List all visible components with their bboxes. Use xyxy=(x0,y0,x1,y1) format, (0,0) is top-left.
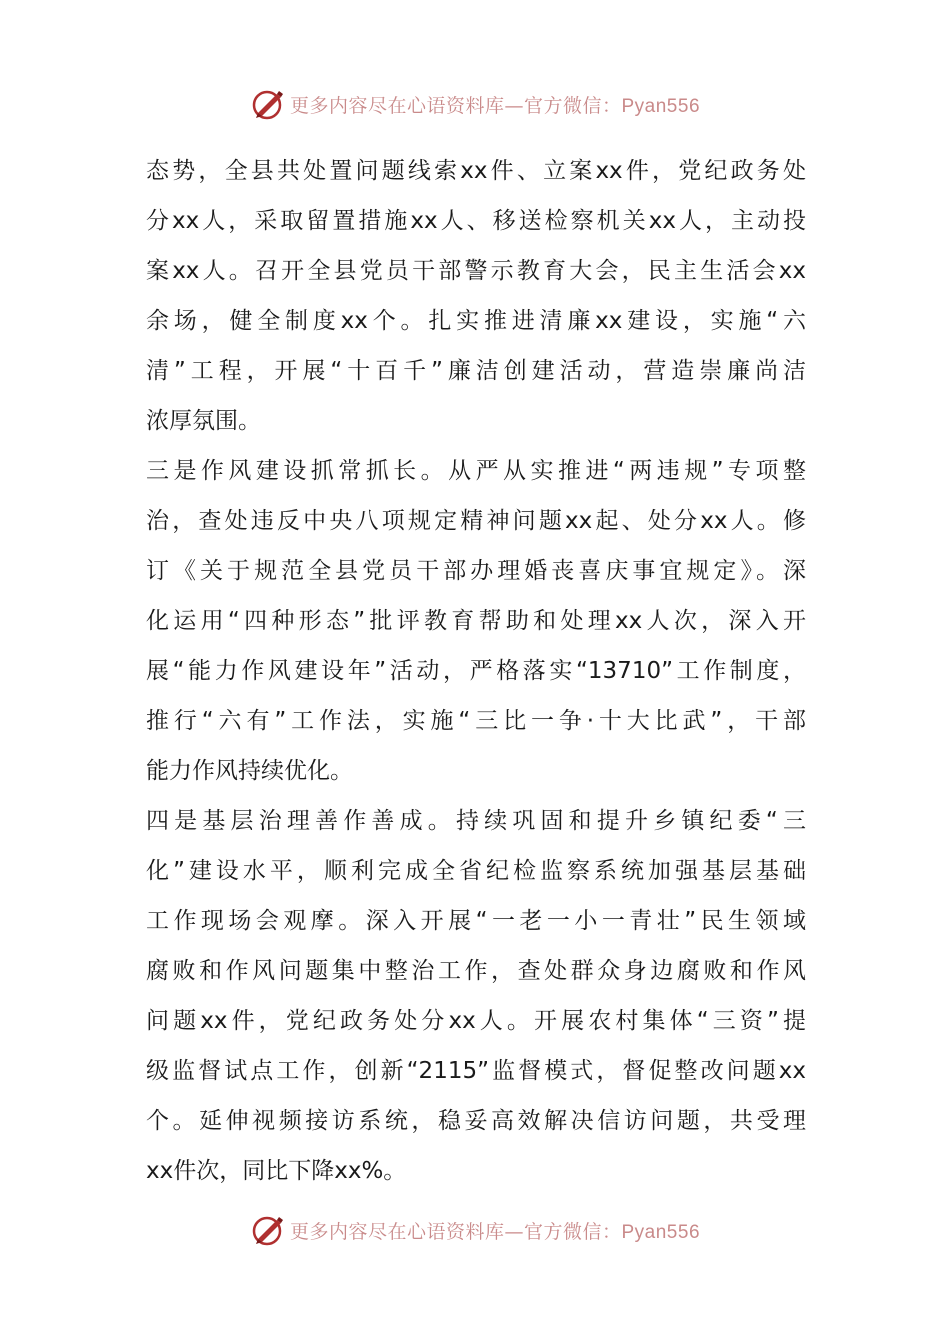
text-line: 工作现场会观摩。深入开展“一老一小一青壮”民生领域 xyxy=(146,908,806,934)
text-line: 余场，健全制度xx个。扎实推进清廉xx建设，实施“六 xyxy=(146,308,806,334)
text-line: 推行“六有”工作法，实施“三比一争·十大比武”，干部 xyxy=(146,708,806,734)
text-line: 案xx人。召开全县党员干部警示教育大会，民主生活会xx xyxy=(146,258,806,284)
text-line: 能力作风持续优化。 xyxy=(146,758,353,784)
text-line: 浓厚氛围。 xyxy=(146,408,261,434)
text-line: 分xx人，采取留置措施xx人、移送检察机关xx人，主动投 xyxy=(146,208,806,234)
text-line: 四是基层治理善作善成。持续巩固和提升乡镇纪委“三 xyxy=(146,808,806,834)
text-line: xx件次，同比下降xx%。 xyxy=(146,1158,407,1184)
header-banner xyxy=(0,84,950,124)
text-line: 展“能力作风建设年”活动，严格落实“13710”工作制度， xyxy=(146,658,806,684)
wechat-id: Pyan556 xyxy=(621,95,701,117)
banner-text xyxy=(290,1217,700,1244)
text-line: 态势，全县共处置问题线索xx件、立案xx件，党纪政务处 xyxy=(146,158,806,184)
text-line: 治，查处违反中央八项规定精神问题xx起、处分xx人。修 xyxy=(146,508,806,534)
banner-label: 更多内容尽在心语资料库—官方微信： xyxy=(289,1220,622,1243)
wechat-id: Pyan556 xyxy=(621,1221,701,1243)
pen-logo-icon xyxy=(250,86,286,122)
banner-text xyxy=(290,91,700,118)
text-line: 清”工程，开展“十百千”廉洁创建活动，营造崇廉尚洁 xyxy=(146,358,806,384)
text-line: 腐败和作风问题集中整治工作，查处群众身边腐败和作风 xyxy=(146,958,806,984)
text-line: 三是作风建设抓常抓长。从严从实推进“两违规”专项整 xyxy=(146,458,806,484)
document-body xyxy=(146,146,806,1196)
text-line: 订《关于规范全县党员干部办理婚丧喜庆事宜规定》。深 xyxy=(146,558,806,584)
text-line: 个。延伸视频接访系统，稳妥高效解决信访问题，共受理 xyxy=(146,1108,806,1134)
banner-label: 更多内容尽在心语资料库—官方微信： xyxy=(289,94,622,117)
text-line: 化运用“四种形态”批评教育帮助和处理xx人次，深入开 xyxy=(146,608,806,634)
text-line: 级监督试点工作，创新“2115”监督模式，督促整改问题xx xyxy=(146,1058,806,1084)
footer-banner xyxy=(0,1210,950,1250)
text-line: 问题xx件，党纪政务处分xx人。开展农村集体“三资”提 xyxy=(146,1008,806,1034)
text-line: 化”建设水平，顺利完成全省纪检监察系统加强基层基础 xyxy=(146,858,806,884)
pen-logo-icon xyxy=(250,1212,286,1248)
